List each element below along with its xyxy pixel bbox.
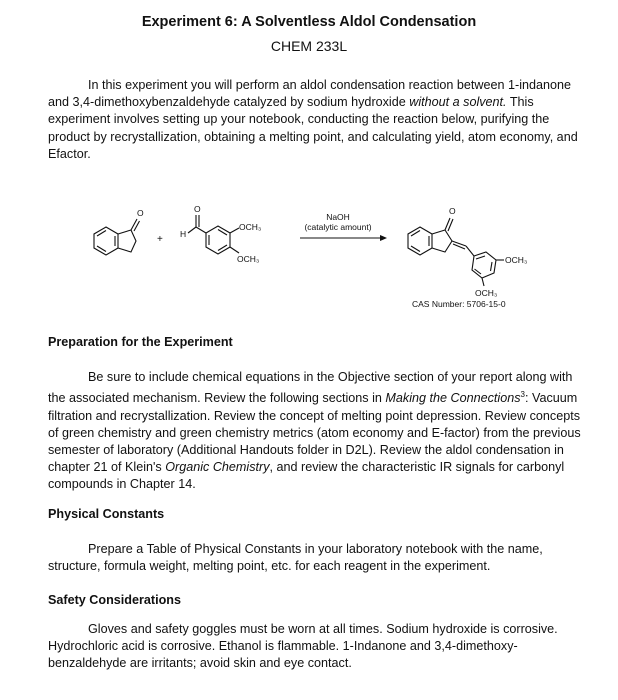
physical-constants-paragraph [48,541,593,575]
indanone-oxygen: O [137,208,144,218]
plus-sign: + [157,234,163,245]
intro-text-2: This experiment involves setting up your notebook, conducting the reaction below, purifying the product by recrystallization, obtaining a melting point, and calculating yield, atom economy, and Efactor. [48,95,578,161]
indanone-structure [94,219,140,255]
preparation-text-3: , and review the characteristic IR signals for carbonyl compounds in Chapter 14. [48,460,565,492]
product-structure [408,218,504,286]
safety-text: Gloves and safety goggles must be worn at all times. Sodium hydroxide is corrosive. Hydrochloric acid is corrosive. Ethanol is flammable. 1-Indanone and 3,4-dimethoxy-benzaldehyde are irritants; avoid skin and eye contact. [48,622,558,671]
methoxy-label: OCH₃ [505,255,528,265]
benzaldehyde-structure [188,215,239,254]
intro-paragraph [48,77,593,163]
reagent-label: NaOH [326,212,350,222]
book-title: Organic Chemistry [165,460,270,475]
physical-constants-text: Prepare a Table of Physical Constants in your laboratory notebook with the name, structure, formula weight, melting point, etc. for each reagent in the experiment. [48,542,543,574]
cas-number: CAS Number: 5706-15-0 [412,299,506,309]
preparation-paragraph [48,369,593,494]
physical-constants-heading: Physical Constants [48,507,165,521]
product-oxygen: O [449,206,456,216]
methoxy-label: OCH₃ [237,254,260,264]
intro-text-1: In this experiment you will perform an aldol condensation reaction between 1-indanone and 3,4-dimethoxybenzaldehyde catalyzed by sodium hydroxide [48,78,572,110]
methoxy-label: OCH₃ [475,288,498,298]
safety-paragraph [48,621,593,673]
methoxy-label: OCH₃ [239,222,262,232]
preparation-text-2: : Vacuum filtration and recrystallization. Review the concept of melting point depression. Review concepts of green chemistry and green chemistry metrics (atom economy and E-factor) from the previous semester of laboratory (Additional Handouts folder in D2L). Review the aldol condensation in chapter 21 of Klein's [48,391,581,475]
safety-heading: Safety Considerations [48,593,181,607]
book-title: Making the Connections [385,391,521,406]
reaction-scheme [82,200,552,315]
aldehyde-hydrogen: H [180,229,187,239]
intro-emphasis: without a solvent. [409,95,507,110]
arrow-head [380,235,387,241]
document-title: Experiment 6: A Solventless Aldol Condensation [141,14,477,30]
superscript: 3 [520,390,525,400]
condition-label: (catalytic amount) [304,222,372,232]
aldehyde-oxygen: O [194,204,201,214]
preparation-heading: Preparation for the Experiment [48,335,233,349]
preparation-text-1: Be sure to include chemical equations in the Objective section of your report along with the associated mechanism. Review the following sections in [48,370,573,406]
course-code: CHEM 233L [270,38,348,54]
